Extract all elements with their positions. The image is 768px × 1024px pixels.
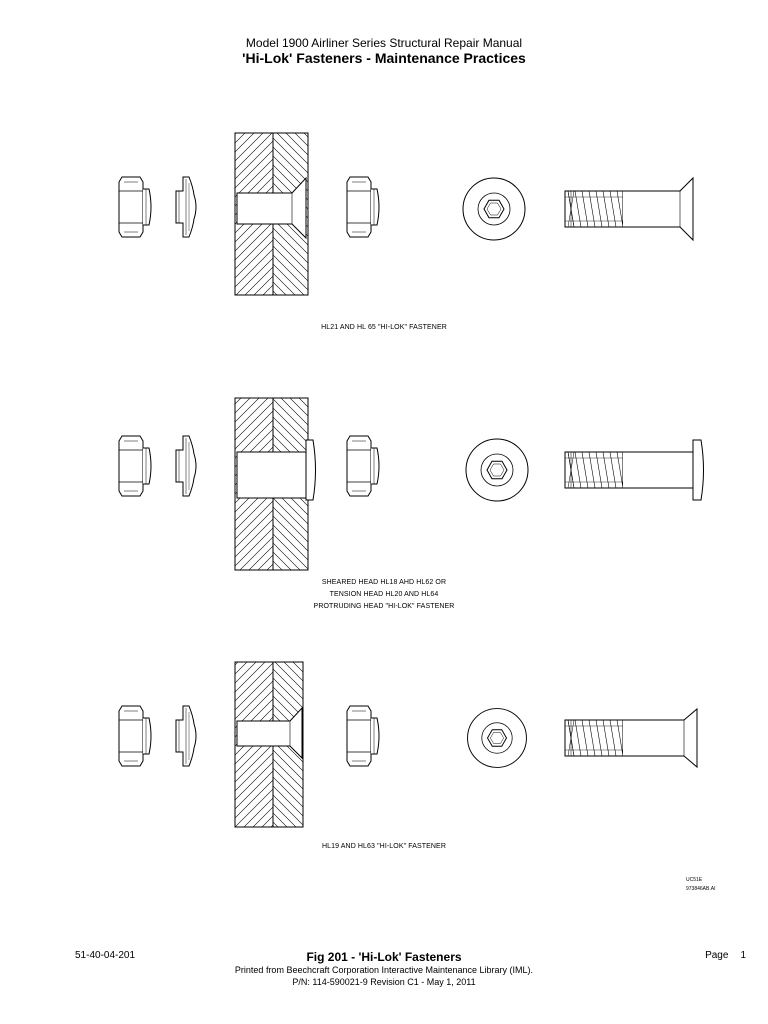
document-number: 51-40-04-201 [75,950,136,961]
section-title: 'Hi-Lok' Fasteners - Maintenance Practices [242,50,526,66]
figure-title: Fig 201 - 'Hi-Lok' Fasteners [306,950,462,964]
caption-line: TENSION HEAD HL20 AND HL64 [329,591,439,598]
manual-title: Model 1900 Airliner Series Structural Repair Manual [245,36,523,50]
reference-code: UC51E [686,877,703,883]
figure-1-flush-head-fastener [119,133,693,295]
page-indicator [705,950,746,961]
reference-code: 973846AB.AI [686,886,716,892]
figure-2-caption [0,577,768,613]
printed-from-notice: Printed from Beechcraft Corporation Interactive Maintenance Library (IML). [234,965,534,975]
caption-line: PROTRUDING HEAD "HI-LOK" FASTENER [313,603,455,610]
figure-3-flush-head-fastener [119,662,697,827]
caption-line: SHEARED HEAD HL18 AHD HL62 OR [321,579,447,586]
caption-line: HL21 AND HL 65 "HI-LOK" FASTENER [321,324,447,331]
figure-2-protruding-head-fastener [119,398,704,570]
page-label: Page [705,950,729,961]
figure-3-caption [0,841,768,853]
part-number-revision: P/N: 114-590021-9 Revision C1 - May 1, 2011 [292,977,476,987]
illustration-reference-codes [686,876,715,894]
caption-line: HL19 AND HL63 "HI-LOK" FASTENER [321,843,446,850]
figure-1-caption [0,322,768,334]
page-number: 1 [740,950,746,961]
